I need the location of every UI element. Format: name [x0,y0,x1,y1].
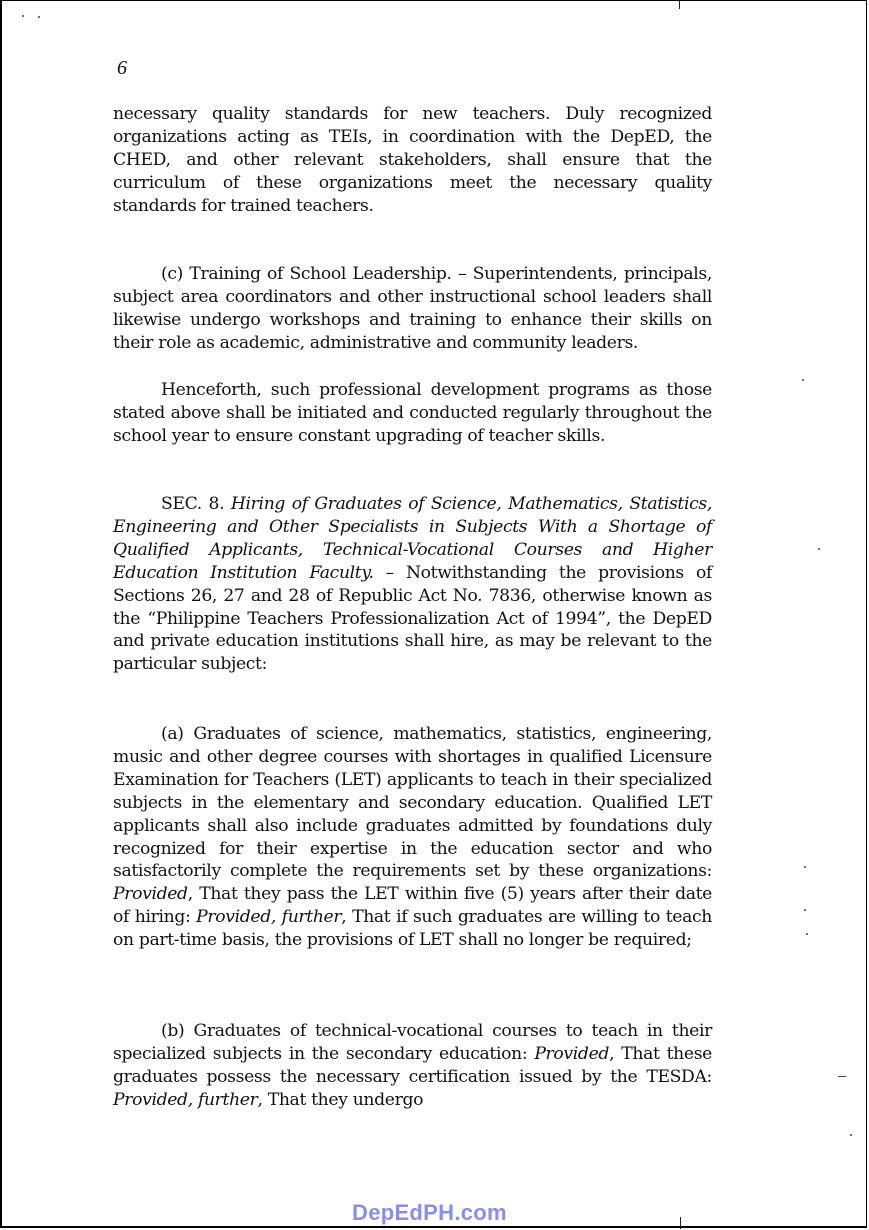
text-run: , That if such graduates are willing to teach on part-time basis, the provisions of LET shall no longer be required; [113,907,712,951]
proviso: Provided, further [196,907,342,928]
section-label: SEC. 8. [161,494,231,514]
page-number: 6 [117,57,127,79]
scan-speck [802,379,804,381]
text-run: (b) Graduates of technical-vocational courses to teach in their specialized subjects in the secondary education: [113,1021,712,1064]
text-run: , That they pass the LET within five (5) years after their date of hiring: [113,884,712,928]
scan-speck [838,1076,846,1077]
proviso: Provided [113,884,188,905]
scan-tick [679,1,680,9]
text-run: , That they undergo [257,1089,424,1110]
text-run: (c) Training of School Leadership. – Superintendents, principals, subject area coordinators and other instructional school leaders shall likewise undergo workshops and training to enhance their skills on their role as academic, administrative and community leaders. [113,264,712,353]
proviso: Provided, further [113,1089,258,1110]
proviso: Provided [534,1043,610,1064]
section-title: Hiring of Graduates of Science, Mathematics, Statistics, Engineering and Other Specialists in Subjects With a Shortage of Qualified Applicants, Technical-Vocational Courses and Higher Education Institution Faculty. [113,494,712,583]
paragraph-text [113,379,712,448]
text-run: , That these graduates possess the necessary certification issued by the TESDA: [113,1043,712,1087]
scan-speck [818,548,820,550]
paragraph-school-leadership [113,263,712,355]
scan-speck [22,15,24,17]
paragraph-text [113,493,712,676]
scan-speck [804,866,806,868]
scan-speck [806,933,808,935]
scan-tick [680,1217,681,1229]
paragraph-text [113,263,712,355]
section-8-heading [113,493,712,676]
paragraph-item-a [113,723,712,952]
paragraph-tei-standards [113,103,712,218]
text-run: – Notwithstanding the provisions of Sections 26, 27 and 28 of Republic Act No. 7836, otherwise known as the “Philippine Teachers Professionalization Act of 1994”, the DepED and private education institutions shall hire, as may be relevant to the particular subject: [113,562,712,675]
scan-speck [804,909,806,911]
text-run: (a) Graduates of science, mathematics, statistics, engineering, music and other degree courses with shortages in qualified Licensure Examination for Teachers (LET) applicants to teach in their specialized subjects in the elementary and secondary education. Qualified LET applicants shall also include graduates admitted by foundations duly recognized for their expertise in the education sector and who satisfactorily complete the requirements set by these organizations: [113,724,712,882]
paragraph-text [113,103,712,218]
text-run: necessary quality standards for new teachers. Duly recognized organizations acting as TEIs, in coordination with the DepED, the CHED, and other relevant stakeholders, shall ensure that the curriculum of these organizations meet the necessary quality standards for trained teachers. [113,104,712,216]
paragraph-text [113,1020,712,1112]
paragraph-henceforth [113,379,712,448]
watermark: DepEdPH.com [352,1200,507,1225]
paragraph-text [113,723,712,952]
paragraph-item-b [113,1020,712,1112]
text-run: Henceforth, such professional development programs as those stated above shall be initiated and conducted regularly throughout the school year to ensure constant upgrading of teacher skills. [113,380,712,446]
scan-speck [38,16,40,18]
scan-speck [850,1134,852,1136]
